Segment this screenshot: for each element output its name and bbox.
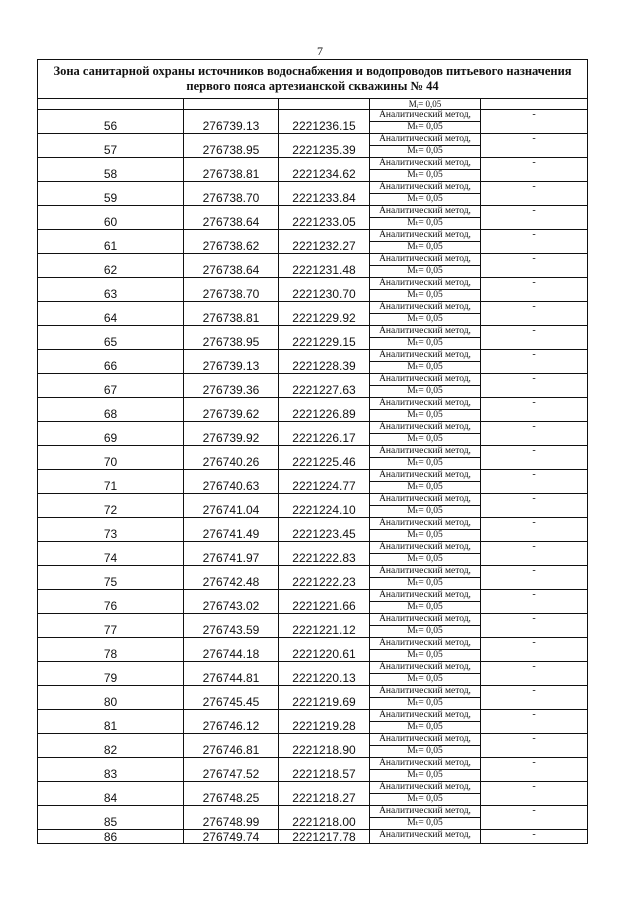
- method-name: Аналитический метод,: [379, 206, 471, 216]
- note-cell: -: [481, 758, 588, 782]
- coordinate-y: 2221233.05: [279, 206, 370, 230]
- method-cell: [370, 806, 481, 830]
- method-accuracy: Мₜ= 0,05: [370, 265, 480, 277]
- method-accuracy: Мₜ= 0,05: [370, 289, 480, 301]
- method-cell: [370, 182, 481, 206]
- note-cell: -: [481, 638, 588, 662]
- method-cell: [370, 638, 481, 662]
- method-name: Аналитический метод,: [379, 662, 471, 672]
- table-row: [38, 662, 588, 686]
- method-cell: [370, 542, 481, 566]
- method-accuracy: Мₜ= 0,05: [370, 601, 480, 613]
- method-name: Аналитический метод,: [379, 686, 471, 696]
- coordinate-y: 2221217.78: [279, 830, 370, 844]
- coordinate-y: 2221221.66: [279, 590, 370, 614]
- coordinate-y: 2221219.69: [279, 686, 370, 710]
- method-accuracy: Мₜ= 0,05: [370, 337, 480, 349]
- note-cell: -: [481, 782, 588, 806]
- point-number: 64: [38, 302, 184, 326]
- coordinate-y: 2221229.15: [279, 326, 370, 350]
- point-number: 58: [38, 158, 184, 182]
- coordinate-x: 276748.99: [184, 806, 279, 830]
- method-cell: [370, 374, 481, 398]
- note-cell: -: [481, 446, 588, 470]
- point-number: 79: [38, 662, 184, 686]
- method-accuracy: Мₜ= 0,05: [370, 121, 480, 133]
- coordinate-y: 2221223.45: [279, 518, 370, 542]
- note-cell: -: [481, 134, 588, 158]
- coordinate-y: 2221219.28: [279, 710, 370, 734]
- method-name: Аналитический метод,: [379, 806, 471, 816]
- coordinate-x: 276739.92: [184, 422, 279, 446]
- coordinate-y: 2221235.39: [279, 134, 370, 158]
- coordinate-x: 276739.13: [184, 110, 279, 134]
- method-cell: [370, 518, 481, 542]
- table-row: [38, 806, 588, 830]
- method-name: Аналитический метод,: [379, 494, 471, 504]
- coordinate-x: 276744.18: [184, 638, 279, 662]
- method-accuracy: Мₜ= 0,05: [370, 385, 480, 397]
- method-accuracy: Мₜ= 0,05: [370, 625, 480, 637]
- coordinate-y: 2221236.15: [279, 110, 370, 134]
- method-cell: [370, 206, 481, 230]
- method-name: Аналитический метод,: [379, 230, 471, 240]
- method-cell: [370, 734, 481, 758]
- point-number: 72: [38, 494, 184, 518]
- method-name: Аналитический метод,: [379, 446, 471, 456]
- method-name: Аналитический метод,: [379, 350, 471, 360]
- note-cell: -: [481, 518, 588, 542]
- table-row: [38, 566, 588, 590]
- method-name: Аналитический метод,: [379, 278, 471, 288]
- method-cell: [370, 470, 481, 494]
- coordinate-y: 2221218.90: [279, 734, 370, 758]
- note-cell: -: [481, 662, 588, 686]
- coordinate-x: 276738.62: [184, 230, 279, 254]
- cell-empty: [38, 99, 184, 110]
- coordinate-y: 2221232.27: [279, 230, 370, 254]
- coordinate-y: 2221224.77: [279, 470, 370, 494]
- coordinate-y: 2221230.70: [279, 278, 370, 302]
- coordinate-y: 2221231.48: [279, 254, 370, 278]
- coordinate-x: 276749.74: [184, 830, 279, 844]
- method-name: Аналитический метод,: [379, 614, 471, 624]
- coordinate-x: 276747.52: [184, 758, 279, 782]
- method-accuracy: Мₜ= 0,05: [370, 313, 480, 325]
- note-cell: -: [481, 590, 588, 614]
- table-row: [38, 110, 588, 134]
- note-cell: -: [481, 422, 588, 446]
- coordinate-y: 2221218.00: [279, 806, 370, 830]
- coordinate-x: 276741.49: [184, 518, 279, 542]
- method-accuracy: Мₜ= 0,05: [370, 457, 480, 469]
- table-row: [38, 446, 588, 470]
- method-accuracy: Мₜ= 0,05: [370, 241, 480, 253]
- table-row: [38, 830, 588, 844]
- method-name: Аналитический метод,: [379, 470, 471, 480]
- point-number: 75: [38, 566, 184, 590]
- note-cell: -: [481, 350, 588, 374]
- method-cell: [370, 158, 481, 182]
- coordinate-x: 276743.59: [184, 614, 279, 638]
- method-name: Аналитический метод,: [379, 638, 471, 648]
- method-name: Аналитический метод,: [379, 254, 471, 264]
- coordinate-x: 276744.81: [184, 662, 279, 686]
- title-row: [38, 60, 588, 99]
- point-number: 70: [38, 446, 184, 470]
- method-cell: [370, 758, 481, 782]
- point-number: 69: [38, 422, 184, 446]
- coordinate-x: 276738.64: [184, 254, 279, 278]
- point-number: 59: [38, 182, 184, 206]
- method-name: Аналитический метод,: [379, 590, 471, 600]
- note-cell: -: [481, 542, 588, 566]
- note-cell: -: [481, 566, 588, 590]
- method-cell: [370, 302, 481, 326]
- coordinate-x: 276741.97: [184, 542, 279, 566]
- coordinate-y: 2221226.89: [279, 398, 370, 422]
- cell-empty: [481, 99, 588, 110]
- method-name: Аналитический метод,: [379, 302, 471, 312]
- coordinate-x: 276740.26: [184, 446, 279, 470]
- method-name: Аналитический метод,: [379, 758, 471, 768]
- coordinate-x: 276746.12: [184, 710, 279, 734]
- point-number: 65: [38, 326, 184, 350]
- method-cell: [370, 662, 481, 686]
- method-accuracy: Мₜ= 0,05: [370, 649, 480, 661]
- note-cell: -: [481, 230, 588, 254]
- point-number: 63: [38, 278, 184, 302]
- table-row: [38, 686, 588, 710]
- table-row: [38, 590, 588, 614]
- method-name: Аналитический метод,: [379, 518, 471, 528]
- table-row: [38, 758, 588, 782]
- point-number: 56: [38, 110, 184, 134]
- coordinate-x: 276738.70: [184, 278, 279, 302]
- note-cell: -: [481, 278, 588, 302]
- point-number: 66: [38, 350, 184, 374]
- note-cell: -: [481, 110, 588, 134]
- table-row: [38, 470, 588, 494]
- coordinate-x: 276748.25: [184, 782, 279, 806]
- method-name: Аналитический метод,: [379, 326, 471, 336]
- note-cell: -: [481, 830, 588, 844]
- table-title: [38, 60, 588, 99]
- note-cell: -: [481, 734, 588, 758]
- coordinate-x: 276739.36: [184, 374, 279, 398]
- method-cell: [370, 782, 481, 806]
- point-number: 80: [38, 686, 184, 710]
- table-row: [38, 158, 588, 182]
- coordinate-y: 2221229.92: [279, 302, 370, 326]
- coordinate-y: 2221226.17: [279, 422, 370, 446]
- point-number: 76: [38, 590, 184, 614]
- note-cell: -: [481, 254, 588, 278]
- method-cell: [370, 326, 481, 350]
- method-cell: [370, 590, 481, 614]
- point-number: 84: [38, 782, 184, 806]
- coordinate-y: 2221218.57: [279, 758, 370, 782]
- note-cell: -: [481, 326, 588, 350]
- coordinate-y: 2221218.27: [279, 782, 370, 806]
- method-name: Аналитический метод,: [370, 830, 481, 844]
- coordinate-y: 2221221.12: [279, 614, 370, 638]
- point-number: 81: [38, 710, 184, 734]
- note-cell: -: [481, 374, 588, 398]
- table-row: [38, 638, 588, 662]
- table-row: [38, 782, 588, 806]
- method-cell: [370, 710, 481, 734]
- method-accuracy: Мₜ= 0,05: [370, 169, 480, 181]
- point-number: 86: [38, 830, 184, 844]
- method-accuracy: Мₜ= 0,05: [370, 769, 480, 781]
- table-row: [38, 278, 588, 302]
- method-cell: [370, 110, 481, 134]
- continuation-row: [38, 99, 588, 110]
- point-number: 61: [38, 230, 184, 254]
- method-accuracy: Мₜ= 0,05: [370, 817, 480, 829]
- table-row: [38, 398, 588, 422]
- table-row: [38, 206, 588, 230]
- note-cell: -: [481, 302, 588, 326]
- coordinates-table: [37, 59, 588, 844]
- coordinate-y: 2221222.83: [279, 542, 370, 566]
- point-number: 74: [38, 542, 184, 566]
- point-number: 57: [38, 134, 184, 158]
- coordinate-x: 276743.02: [184, 590, 279, 614]
- coordinate-x: 276738.81: [184, 302, 279, 326]
- method-name: Аналитический метод,: [379, 134, 471, 144]
- coordinate-x: 276739.62: [184, 398, 279, 422]
- coordinate-x: 276746.81: [184, 734, 279, 758]
- table-body: [38, 60, 588, 844]
- coordinate-y: 2221233.84: [279, 182, 370, 206]
- cell-empty: [184, 99, 279, 110]
- coordinate-y: 2221228.39: [279, 350, 370, 374]
- coordinate-x: 276738.70: [184, 182, 279, 206]
- method-accuracy: Мₜ= 0,05: [370, 745, 480, 757]
- note-cell: -: [481, 614, 588, 638]
- method-cell: [370, 254, 481, 278]
- method-cell: [370, 446, 481, 470]
- note-cell: -: [481, 686, 588, 710]
- point-number: 77: [38, 614, 184, 638]
- method-accuracy: Мₜ= 0,05: [370, 721, 480, 733]
- method-cell: [370, 566, 481, 590]
- method-accuracy: Мₜ= 0,05: [370, 529, 480, 541]
- table-row: [38, 302, 588, 326]
- note-cell: -: [481, 398, 588, 422]
- coordinate-y: 2221227.63: [279, 374, 370, 398]
- method-cell: [370, 398, 481, 422]
- point-number: 62: [38, 254, 184, 278]
- point-number: 67: [38, 374, 184, 398]
- coordinate-x: 276738.95: [184, 134, 279, 158]
- coordinate-y: 2221225.46: [279, 446, 370, 470]
- table-row: [38, 734, 588, 758]
- coordinate-y: 2221224.10: [279, 494, 370, 518]
- table-row: [38, 230, 588, 254]
- point-number: 68: [38, 398, 184, 422]
- method-accuracy: Мₜ= 0,05: [370, 145, 480, 157]
- point-number: 71: [38, 470, 184, 494]
- method-name: Аналитический метод,: [379, 734, 471, 744]
- table-title-line1: Зона санитарной охраны источников водоснабжения и водопроводов питьевого назначения: [53, 64, 572, 78]
- method-cell: [370, 278, 481, 302]
- note-cell: -: [481, 206, 588, 230]
- method-accuracy: Мₜ= 0,05: [370, 505, 480, 517]
- method-accuracy: Мₜ= 0,05: [370, 433, 480, 445]
- method-accuracy: Мₜ= 0,05: [370, 697, 480, 709]
- table-row: [38, 710, 588, 734]
- point-number: 60: [38, 206, 184, 230]
- coordinate-y: 2221234.62: [279, 158, 370, 182]
- method-name: Аналитический метод,: [379, 110, 471, 120]
- point-number: 73: [38, 518, 184, 542]
- cell-method-continued: Мᵢ= 0,05: [370, 99, 481, 110]
- table-row: [38, 374, 588, 398]
- method-name: Аналитический метод,: [379, 422, 471, 432]
- method-accuracy: Мₜ= 0,05: [370, 577, 480, 589]
- coordinate-x: 276740.63: [184, 470, 279, 494]
- table-row: [38, 134, 588, 158]
- point-number: 78: [38, 638, 184, 662]
- point-number: 83: [38, 758, 184, 782]
- point-number: 82: [38, 734, 184, 758]
- note-cell: -: [481, 158, 588, 182]
- method-cell: [370, 422, 481, 446]
- note-cell: -: [481, 470, 588, 494]
- method-accuracy: Мₜ= 0,05: [370, 793, 480, 805]
- method-cell: [370, 686, 481, 710]
- table-row: [38, 542, 588, 566]
- table-row: [38, 422, 588, 446]
- method-accuracy: Мₜ= 0,05: [370, 193, 480, 205]
- coordinate-y: 2221222.23: [279, 566, 370, 590]
- method-name: Аналитический метод,: [379, 398, 471, 408]
- table-row: [38, 254, 588, 278]
- method-accuracy: Мₜ= 0,05: [370, 553, 480, 565]
- table-row: [38, 326, 588, 350]
- method-name: Аналитический метод,: [379, 782, 471, 792]
- coordinate-x: 276742.48: [184, 566, 279, 590]
- method-name: Аналитический метод,: [379, 182, 471, 192]
- method-accuracy: Мₜ= 0,05: [370, 481, 480, 493]
- coordinate-x: 276739.13: [184, 350, 279, 374]
- cell-empty: [279, 99, 370, 110]
- method-name: Аналитический метод,: [379, 710, 471, 720]
- note-cell: -: [481, 494, 588, 518]
- method-accuracy: Мₜ= 0,05: [370, 409, 480, 421]
- method-name: Аналитический метод,: [379, 158, 471, 168]
- note-cell: -: [481, 182, 588, 206]
- table-row: [38, 182, 588, 206]
- method-cell: [370, 134, 481, 158]
- coordinate-x: 276741.04: [184, 494, 279, 518]
- point-number: 85: [38, 806, 184, 830]
- table-row: [38, 614, 588, 638]
- table-row: [38, 518, 588, 542]
- method-cell: [370, 350, 481, 374]
- note-cell: -: [481, 806, 588, 830]
- coordinate-x: 276738.64: [184, 206, 279, 230]
- method-accuracy: Мₜ= 0,05: [370, 217, 480, 229]
- table-title-line2: первого пояса артезианской скважины № 44: [186, 79, 439, 93]
- coordinate-x: 276738.81: [184, 158, 279, 182]
- method-cell: [370, 494, 481, 518]
- coordinate-x: 276738.95: [184, 326, 279, 350]
- note-cell: -: [481, 710, 588, 734]
- table-row: [38, 350, 588, 374]
- method-accuracy: Мₜ= 0,05: [370, 673, 480, 685]
- coordinate-y: 2221220.13: [279, 662, 370, 686]
- coordinate-y: 2221220.61: [279, 638, 370, 662]
- table-row: [38, 494, 588, 518]
- coordinate-x: 276745.45: [184, 686, 279, 710]
- method-name: Аналитический метод,: [379, 542, 471, 552]
- method-cell: [370, 230, 481, 254]
- method-name: Аналитический метод,: [379, 566, 471, 576]
- method-cell: [370, 614, 481, 638]
- page-number: 7: [317, 44, 323, 58]
- method-name: Аналитический метод,: [379, 374, 471, 384]
- method-accuracy: Мₜ= 0,05: [370, 361, 480, 373]
